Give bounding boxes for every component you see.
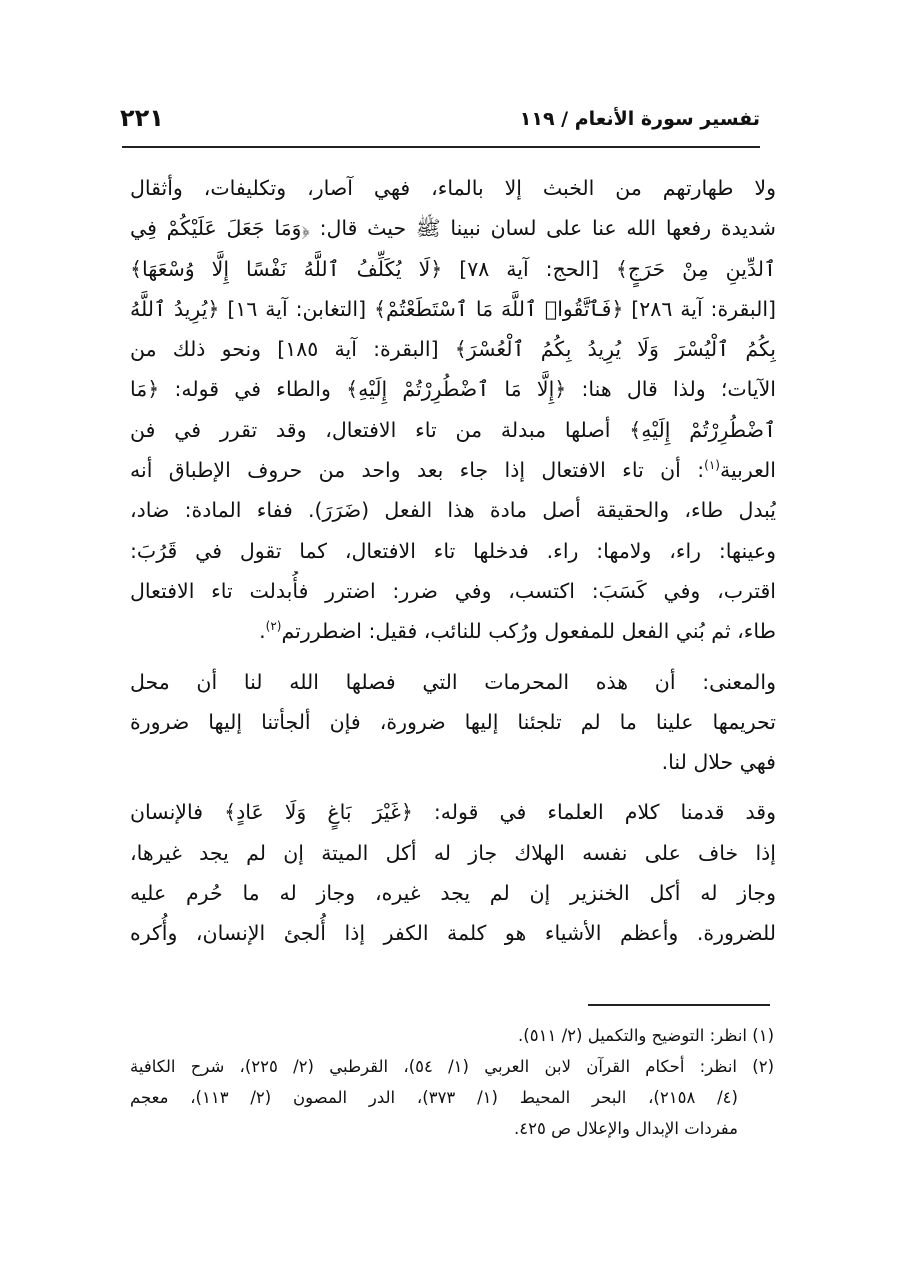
text-line: [البقرة: آية ٢٨٦] ﴿فَٱتَّقُوا۟ ٱللَّهَ مَا ٱسْتَطَعْتُمْ﴾ [التغابن: آية ١٦] ﴿يُرِيدُ ٱللَّهُ: [130, 296, 776, 321]
text-line: الآيات؛ ولذا قال هنا: ﴿إِلَّا مَا ٱضْطُرِرْتُمْ إِلَيْهِ﴾ والطاء في قوله: ﴿مَا: [130, 377, 776, 402]
page-header: [120, 104, 760, 144]
text-line: [130, 611, 776, 651]
text-line: وجاز له أكل الخنزير إن لم يجد غيره، وجاز له ما حُرم عليه: [130, 881, 776, 906]
text-fragment: : أن تاء الافتعال إذا جاء بعد واحد من حروف الإطباق أنه: [130, 458, 705, 483]
text-line: شديدة رفعها الله عنا على لسان نبينا ﷺ حيث قال: ﴿وَمَا جَعَلَ عَلَيْكُمْ فِي: [130, 216, 776, 241]
footnote-ref-1[interactable]: (١): [704, 458, 720, 473]
footnote-separator: [588, 1004, 770, 1006]
footnotes: [130, 1020, 774, 1144]
text-fragment: طاء، ثم بُني الفعل للمفعول ورُكب للنائب، فقيل: اضطررتم: [281, 619, 776, 644]
page-number: ٢٢١: [120, 104, 164, 132]
text-line: للضرورة. وأعظم الأشياء هو كلمة الكفر إذا أُلجئ الإنسان، وأُكره: [130, 921, 776, 946]
text-line: يُبدل طاء، والحقيقة أصل مادة هذا الفعل (ضَرَرَ). ففاء المادة: ضاد،: [130, 498, 776, 523]
text-line: اقترب، وفي كَسَبَ: اكتسب، وفي ضرر: اضترر فأُبدلت تاء الافتعال: [130, 578, 776, 603]
header-rule: [122, 146, 760, 148]
text-line: تحريمها علينا ما لم تلجئنا إليها ضرورة، فإن ألجأتنا إليها ضرورة: [130, 709, 776, 734]
text-line: [130, 450, 776, 490]
text-fragment: العربية: [719, 458, 776, 483]
text-line: إذا خاف على نفسه الهلاك جاز له أكل الميتة إن لم يجد غيرها،: [130, 840, 776, 865]
footnote-line: (١) انظر: التوضيح والتكميل (٢/ ٥١١).: [518, 1026, 774, 1045]
main-text: [130, 168, 776, 954]
text-line: ٱضْطُرِرْتُمْ إِلَيْهِ﴾ أصلها مبدلة من تاء الافتعال، وقد تقرر في فن: [130, 417, 776, 442]
text-line: وعينها: راء، ولامها: راء. فدخلها تاء الافتعال، كما تقول في قَرُبَ:: [130, 538, 776, 563]
paragraph-2: [130, 662, 776, 783]
text-line: ولا طهارتهم من الخبث إلا بالماء، فهي آصار، وتكليفات، وأثقال: [130, 176, 776, 200]
text-line: وقد قدمنا كلام العلماء في قوله: ﴿غَيْرَ بَاغٍ وَلَا عَادٍ﴾ فالإنسان: [130, 800, 776, 825]
footnote-2: [130, 1051, 774, 1144]
footnote-ref-2[interactable]: (٢): [265, 619, 282, 634]
running-title: تفسير سورة الأنعام / ١١٩: [519, 108, 760, 130]
footnote-line: مفردات الإبدال والإعلال ص ٤٢٥.: [514, 1119, 738, 1138]
paragraph-3: [130, 792, 776, 953]
text-fragment: .: [259, 619, 266, 644]
footnote-1: [130, 1020, 774, 1051]
paragraph-1: [130, 168, 776, 652]
footnote-line: (٢) انظر: أحكام القرآن لابن العربي (١/ ٥٤)، القرطبي (٢/ ٢٢٥)، شرح الكافية: [130, 1057, 774, 1076]
text-line: فهي حلال لنا.: [661, 750, 776, 775]
text-line: بِكُمُ ٱلْيُسْرَ وَلَا يُرِيدُ بِكُمُ ٱلْعُسْرَ﴾ [البقرة: آية ١٨٥] ونحو ذلك من: [130, 337, 776, 362]
footnote-line: (٤/ ٢١٥٨)، البحر المحيط (١/ ٣٧٣)، الدر المصون (٢/ ١١٣)، معجم: [130, 1088, 738, 1107]
text-line: ٱلدِّينِ مِنْ حَرَجٍ﴾ [الحج: آية ٧٨] ﴿لَا يُكَلِّفُ ٱللَّهُ نَفْسًا إِلَّا وُسْعَهَا﴾: [130, 256, 776, 281]
text-line: والمعنى: أن هذه المحرمات التي فصلها الله لنا أن محل: [130, 669, 776, 694]
